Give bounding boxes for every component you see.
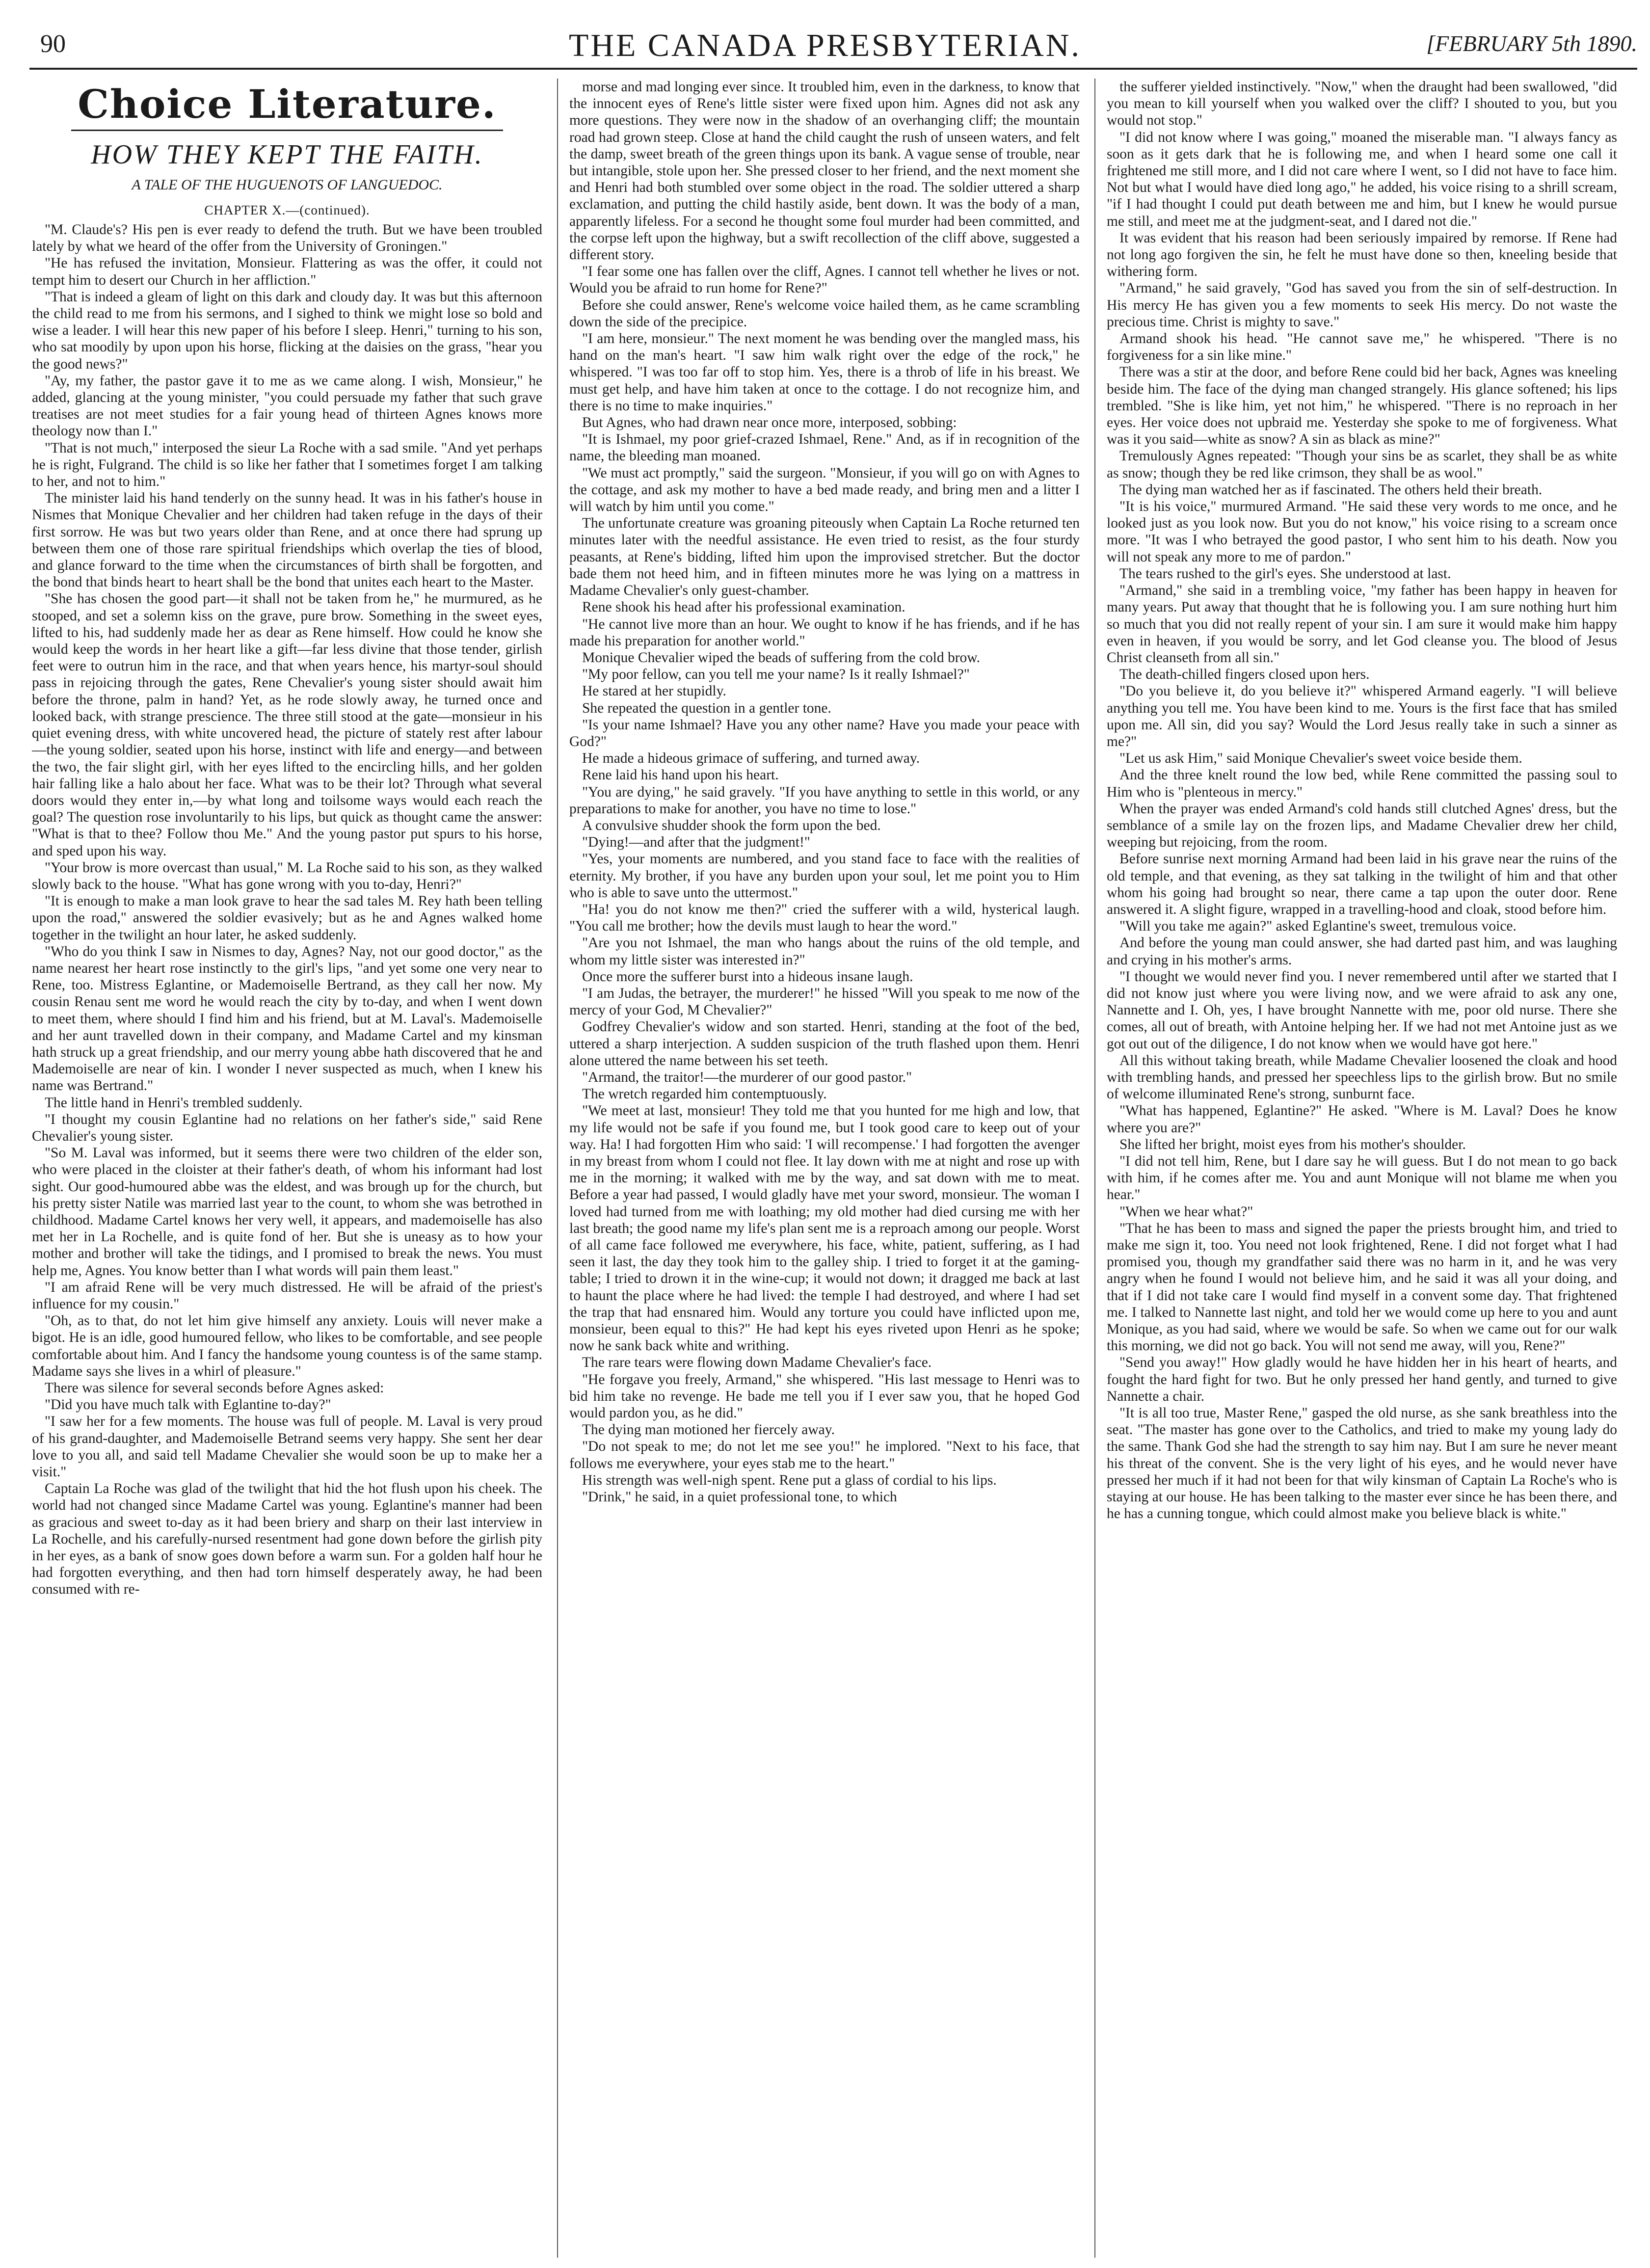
paragraph: "You are dying," he said gravely. "If you have anything to settle in this world, or any preparations to make for another, you have no time to lose." (569, 784, 1080, 817)
column-divider (1094, 79, 1095, 2258)
paragraph: "I did not know where I was going," moaned the miserable man. "I always fancy as soon as it gets dark that he is following me, and when I heard some one call it frightened me still more, and I did not care where I went, so I did not have to face him. Not but what I would have died long ago," he added, his voice rising to a shrill scream, "if I had thought I could put death between me and him, but I knew he would pursue me still, and meet me at the judgment-seat, and I dared not die." (1107, 129, 1617, 229)
paragraph: She repeated the question in a gentler tone. (582, 700, 831, 716)
paragraph: "Ay, my father, the pastor gave it to me as we came along. I wish, Monsieur," he added, glancing at the young minister, "you could persuade my father that such grave treatises are not meet studies for a fair young head of thirteen Agnes knows more theology now than I." (32, 373, 542, 439)
paragraph: The death-chilled fingers closed upon hers. (1119, 667, 1370, 683)
paragraph: "I saw her for a few moments. The house was full of people. M. Laval is very proud of his grand-daughter, and Mademoiselle Betrand seems very happy. She sent her dear love to you all, and said tell Madame Chevalier she would soon be up to make her a visit." (32, 1414, 542, 1480)
paragraph: It was evident that his reason had been seriously impaired by remorse. If Rene had not long ago forgiven the sin, he felt he must have done so then, kneeling beside that withering form. (1107, 230, 1617, 280)
masthead: THE CANADA PRESBYTERIAN. (569, 27, 1081, 63)
paragraph: "I fear some one has fallen over the cliff, Agnes. I cannot tell whether he lives or not. Would you be afraid to run home for Rene?" (569, 264, 1080, 296)
paragraph: Before she could answer, Rene's welcome voice hailed them, as he came scrambling down the side of the precipice. (569, 297, 1080, 330)
section-heading: Choice Literature. (78, 81, 497, 127)
paragraph: "Drink," he said, in a quiet professional tone, to which (582, 1489, 897, 1505)
paragraph: "Is your name Ishmael? Have you any other name? Have you made your peace with God?" (569, 717, 1080, 749)
header-rule (29, 68, 1637, 70)
page-header (0, 0, 1650, 74)
paragraph: He stared at her stupidly. (582, 683, 726, 699)
paragraph: "It is all too true, Master Rene," gasped the old nurse, as she sank breathless into the seat. "The master has gone over to the Catholics, and tried to make my young lady do the same. Thank God she had the strength to say him nay. But I am sure he never meant his threat of the convent. She is the very light of his eyes, and he would never have pressed her much if it had not been for that wily kinsman of Captain La Roche's who is staying at our house. He has been talking to the master ever since he has been there, and he has a cunning tongue, which could almost make you believe black is white." (1107, 1405, 1617, 1522)
paragraph: "Are you not Ishmael, the man who hangs about the ruins of the old temple, and whom my little sister was interested in?" (569, 935, 1080, 968)
paragraph: "We meet at last, monsieur! They told me that you hunted for me high and low, that my life would not be safe if you found me, but I took good care to keep out of your way. Ha! I had forgotten Him who said: 'I will recompense.' I had forgotten the avenger in my breast from whom I could not flee. It lay down with me at night and rose up with me in the morning; it walked with me by the way, and sat down with me to meat. Before a year had passed, I would gladly have met your sword, monsieur. The woman I loved had turned from me with loathing; my old mother had died cursing me with her last breath; the good name my life's plan sent me is a reproach among our people. Worst of all came face followed me everywhere, his face, white, patient, suffering, as I had seen it last, the day they took him to the galley ship. I tried to forget it at the gaming-table; I tried to drown it in the wine-cup; it would not down; it dragged me back at last to haunt the place where he had lived: the temple I had destroyed, and where I had set the trap that had ensnared him. Would any torture you could have inflicted upon me, monsieur, been equal to this?" He had kept his eyes riveted upon Henri as he spoke; now he sank back white and writhing. (569, 1103, 1080, 1354)
paragraph: "He has refused the invitation, Monsieur. Flattering as was the offer, it could not tempt him to desert our Church in her affliction." (32, 255, 542, 288)
paragraph: His strength was well-nigh spent. Rene put a glass of cordial to his lips. (582, 1472, 997, 1488)
paragraph: The dying man watched her as if fascinated. The others held their breath. (1119, 481, 1543, 498)
paragraph: "M. Claude's? His pen is ever ready to defend the truth. But we have been troubled lately by what we heard of the offer from the University of Groningen." (32, 222, 542, 255)
paragraph: The little hand in Henri's trembled suddenly. (45, 1094, 303, 1111)
paragraph: "I did not tell him, Rene, but I dare say he will guess. But I do not mean to go back with him, if he comes after me. You and aunt Monique will not blame me when you hear." (1107, 1153, 1617, 1203)
paragraph: "That he has been to mass and signed the paper the priests brought him, and tried to make me sign it, too. You need not look frightened, Rene. I did not forget what I had promised you, though my grandfather said there was no harm in it, and he was very angry when he found I would not believe him, and he said it was all your doing, and that if I did not take care I would find myself in a convent some day. That frightened me. I talked to Nannette last night, and told her we would come up here to you and aunt Monique, as you had said, where we would be safe. So when we came out for our walk this morning, we did not go back. You will not send me away, will you, Rene?" (1107, 1220, 1617, 1354)
paragraph: When the prayer was ended Armand's cold hands still clutched Agnes' dress, but the semblance of a smile lay on the frozen lips, and Madame Chevalier drew her child, weeping but rejoicing, from the room. (1107, 800, 1617, 851)
column-divider (557, 79, 558, 2258)
column-3-body (1107, 79, 1617, 1522)
paragraph: "Ha! you do not know me then?" cried the sufferer with a wild, hysterical laugh. "You call me brother; how the devils must laugh to hear the word." (569, 901, 1080, 934)
paragraph: The dying man motioned her fiercely away. (582, 1422, 835, 1438)
paragraph: "Armand," he said gravely, "God has saved you from the sin of self-destruction. In His mercy He has given you a few moments to seek His mercy. Do not waste the precious time. Christ is mighty to save." (1107, 280, 1617, 330)
paragraph: "So M. Laval was informed, but it seems there were two children of the elder son, who were placed in the cloister at their father's death, of whom his informant had lost sight. Our good-humoured abbe was the eldest, and was brough up for the church, but his pretty sister Natile was married last year to the count, to whom she was betrothed in childhood. Madame Cartel knows her very well, it appears, and mademoiselle has also met her in La Rochelle, and is quite fond of her. But she is uneasy as to how your mother and brother will take the tidings, and I promised to break the news. You must help me, Agnes. You know better than I what words will pain them least." (32, 1145, 542, 1279)
paragraph: "Armand," she said in a trembling voice, "my father has been happy in heaven for many years. Put away that thought that he is following you. I am sure nothing hurt him so much that you did not really repent of your sin. I am sure it would make him happy even in heaven, if you would be sorry, and let God cleanse you. The blood of Jesus Christ cleanseth from all sin." (1107, 583, 1617, 666)
paragraph: "I thought my cousin Eglantine had no relations on her father's side," said Rene Chevalier's young sister. (32, 1111, 542, 1144)
paragraph: "Who do you think I saw in Nismes to day, Agnes? Nay, not our good doctor," as the name nearest her heart rose instinctly to the girl's lips, "and yet some one very near to Rene, too. Mistress Eglantine, or Mademoiselle Bertrand, as they call her now. My cousin Renau sent me word he would reach the city by to-day, and when I went down to meet them, where should I find him and his friend, but at M. Laval's. Mademoiselle and her aunt travelled down in their company, and Madame Cartel and my kinsman hath struck up a great friendship, and our merry young abbe hath discovered that he and Mademoiselle are near of kin. I wonder I never suspected as much, when I knew his name was Bertrand." (32, 943, 542, 1094)
column-1-body (32, 221, 542, 1598)
paragraph: "I am Judas, the betrayer, the murderer!" he hissed "Will you speak to me now of the mercy of your God, M Chevalier?" (569, 985, 1080, 1018)
paragraph: "Do you believe it, do you believe it?" whispered Armand eagerly. "I will believe anything you tell me. You have been kind to me. Yours is the first face that has smiled upon me. All sin, did you say? Would the Lord Jesus really take in such a sinner as me?" (1107, 683, 1617, 749)
heading-rule (71, 130, 503, 131)
paragraph: Before sunrise next morning Armand had been laid in his grave near the ruins of the old temple, and that evening, as they sat talking in the twilight of him and that other whom his going had brought so near, there came a tap upon the outer door. Rene answered it. A slight figure, wrapped in a travelling-hood and cloak, stood before him. (1107, 851, 1617, 917)
paragraph: Monique Chevalier wiped the beads of suffering from the cold brow. (582, 649, 981, 666)
column-2 (569, 79, 1080, 2263)
paragraph: Once more the sufferer burst into a hideous insane laugh. (582, 968, 913, 985)
paragraph: The tears rushed to the girl's eyes. She understood at last. (1119, 565, 1451, 582)
paragraph: "He forgave you freely, Armand," she whispered. "His last message to Henri was to bid him take no revenge. He bade me tell you if I ever saw you, that he hoped God would pardon you, as he did." (569, 1371, 1080, 1421)
paragraph: "That is indeed a gleam of light on this dark and cloudy day. It was but this afternoon the child read to me from his sermons, and I sighed to think we might lose so bold and wise a leader. I will hear this new paper of his before I sleep. Henri," turning to his son, who sat moodily by upon upon his horse, flicking at the daisies on the grass, "hear you the good news?" (32, 289, 542, 372)
column-2-body (569, 79, 1080, 1505)
paragraph: The rare tears were flowing down Madame Chevalier's face. (582, 1355, 932, 1371)
paragraph: Armand shook his head. "He cannot save me," he whispered. "There is no forgiveness for a sin like mine." (1107, 331, 1617, 364)
paragraph: "He cannot live more than an hour. We ought to know if he has friends, and if he has made his preparation for another world." (569, 616, 1080, 649)
paragraph: "It is enough to make a man look grave to hear the sad tales M. Rey hath been telling upon the road," answered the soldier evasively; but as he and Agnes walked home together in the twilight an hour later, he asked suddenly. (32, 893, 542, 943)
paragraph: "She has chosen the good part—it shall not be taken from he," he murmured, as he stooped, and set a solemn kiss on the grave, pure brow. Something in the sweet eyes, lifted to his, had suddenly made her as dear as Rene himself. How could he know she would keep the words in her heart like a gift—far less divine that those tender, girlish feet were to outrun him in the race, and that when years hence, his martyr-soul should pass in rejoicing through the gates, Rene Chevalier's young sister should await him before the throne, palm in hand? Yet, as he rode slowly away, he turned once and looked back, with strange prescience. The three still stood at the gate—monsieur in his quiet evening dress, with white uncovered head, the picture of stately rest after labour—the young soldier, seated upon his horse, instinct with life and energy—and between the two, the fair slight girl, with her eyes lifted to the encircling hills, and her golden hair falling like a halo about her face. What was to be their lot? Through what several doors would they enter in,—by what long and toilsome ways would each reach the goal? The question rose involuntarily to his lips, but quick as thought came the answer: "What is that to thee? Follow thou Me." And the young pastor put spurs to his horse, and sped upon his way. (32, 591, 542, 859)
chapter-heading: CHAPTER X.—(continued). (204, 203, 370, 217)
paragraph: "Send you away!" How gladly would he have hidden her in his heart of hearts, and fought the hard fight for two. But he only pressed her hand gently, and turned to give Nannette a chair. (1107, 1355, 1617, 1404)
paragraph: "Let us ask Him," said Monique Chevalier's sweet voice beside them. (1119, 750, 1522, 767)
paragraph: Captain La Roche was glad of the twilight that hid the hot flush upon his cheek. The world had not changed since Madame Cartel was young. Eglantine's manner had been as gracious and sweet to-day as it had been briery and sharp on their last interview in La Rochelle, and his carefully-nursed resentment had gone down before the girlish pity in her eyes, as a bank of snow goes down before a warm sun. For a golden half hour he had forgotten everything, and then had torn himself desperately away, he had been consumed with re- (32, 1481, 542, 1598)
paragraph: The wretch regarded him contemptuously. (582, 1086, 827, 1102)
paragraph: "It is his voice," murmured Armand. "He said these very words to me once, and he looked just as you look now. But you do not know," his voice rising to a scream once more. "It was I who betrayed the good pastor, I who sent him to his death. Now you will not speak any more to me of pardon." (1107, 499, 1617, 565)
paragraph: She lifted her bright, moist eyes from his mother's shoulder. (1119, 1136, 1466, 1152)
paragraph: And the three knelt round the low bed, while Rene committed the passing soul to Him who is "plenteous in mercy." (1107, 767, 1617, 800)
paragraph: A convulsive shudder shook the form upon the bed. (582, 817, 881, 833)
paragraph: He made a hideous grimace of suffering, and turned away. (582, 750, 920, 767)
paragraph: "Armand, the traitor!—the murderer of our good pastor." (582, 1069, 912, 1085)
paragraph: "That is not much," interposed the sieur La Roche with a sad smile. "And yet perhaps he is right, Fulgrand. The child is so like her father that I sometimes forget I am talking to her, and not to him." (32, 440, 542, 490)
paragraph: Godfrey Chevalier's widow and son started. Henri, standing at the foot of the bed, uttered a sharp interjection. A sudden suspicion of the truth flashed upon them. Henri alone uttered the name between his set teeth. (569, 1019, 1080, 1068)
paragraph: But Agnes, who had drawn near once more, interposed, sobbing: (582, 415, 957, 431)
paragraph: "I am here, monsieur." The next moment he was bending over the mangled mass, his hand on the man's heart. "I saw him walk right over the edge of the rock," he whispered. "I was too far off to stop him. Yes, there is a throb of life in his breast. We must get help, and have him taken at once to the cottage. I do not recognize him, and there is no time to make inquiries." (569, 331, 1080, 414)
paragraph: Rene laid his hand upon his heart. (582, 767, 779, 783)
story-title: HOW THEY KEPT THE FAITH. (91, 139, 483, 170)
paragraph: "Did you have much talk with Eglantine to-day?" (45, 1397, 331, 1413)
paragraph: Rene shook his head after his professional examination. (582, 599, 905, 615)
paragraph: "Oh, as to that, do not let him give himself any anxiety. Louis will never make a bigot. He is an idle, good humoured fellow, who likes to be comfortable, and see people comfortable about him. And I fancy the handsome young countess is of the same stamp. Madame says she lives in a whirl of pleasure." (32, 1313, 542, 1379)
paragraph: "We must act promptly," said the surgeon. "Monsieur, if you will go on with Agnes to the cottage, and ask my mother to have a bed made ready, and bring men and a litter I will watch by him until you come." (569, 465, 1080, 515)
paragraph: "Will you take me again?" asked Eglantine's sweet, tremulous voice. (1119, 918, 1517, 934)
paragraph: "Yes, your moments are numbered, and you stand face to face with the realities of eternity. My brother, if you have any burden upon your soul, let me point you to Him who is able to save unto the uttermost." (569, 851, 1080, 901)
paragraph: the sufferer yielded instinctively. "Now," when the draught had been swallowed, "did you mean to kill yourself when you walked over the cliff? I shouted to you, but you would not stop." (1107, 79, 1617, 129)
column-3 (1107, 79, 1617, 2263)
paragraph: The unfortunate creature was groaning piteously when Captain La Roche returned ten minutes later with the needful assistance. He even tried to resist, as the four sturdy peasants, at Rene's bidding, lifted him upon the improvised stretcher. But the doctor bade them not heed him, and in fifteen minutes more he was lying on a mattress in Madame Chevalier's only guest-chamber. (569, 515, 1080, 599)
paragraph: "I am afraid Rene will be very much distressed. He will be afraid of the priest's influence for my cousin." (32, 1279, 542, 1312)
paragraph: morse and mad longing ever since. It troubled him, even in the darkness, to know that the innocent eyes of Rene's little sister were fixed upon him. Agnes did not ask any more questions. They were now in the shadow of an overhanging cliff; the mountain road had grown steep. Close at hand the child caught the rush of unseen waters, and felt the damp, sweet breath of the green things upon its bank. A vague sense of trouble, near but intangible, stole upon her. She pressed closer to her friend, and the next moment she and Henri had both stumbled over some object in the road. The soldier uttered a sharp exclamation, and putting the child hastily aside, bent down. It was the body of a man, apparently lifeless. For a second he thought some foul murder had been committed, and the corpse left upon the highway, but a swift recollection of the cliff above, suggested a different story. (569, 79, 1080, 263)
paragraph: And before the young man could answer, she had darted past him, and was laughing and crying in his mother's arms. (1107, 935, 1617, 968)
page-number: 90 (40, 30, 66, 58)
issue-date: [FEBRUARY 5th 1890. (1426, 31, 1637, 56)
paragraph: "It is Ishmael, my poor grief-crazed Ishmael, Rene." And, as if in recognition of the name, the bleeding man moaned. (569, 431, 1080, 464)
paragraph: "Your brow is more overcast than usual," M. La Roche said to his son, as they walked slowly back to the house. "What has gone wrong with you to-day, Henri?" (32, 859, 542, 892)
paragraph: There was a stir at the door, and before Rene could bid her back, Agnes was kneeling beside him. The face of the dying man changed strangely. His glance softened; his lips trembled. "She is like him, yet not him," he whispered. "There is no reproach in her eyes. Her voice does not upbraid me. Yesterday she spoke to me of forgiveness. What was it you said—white as snow? A sin as black as mine?" (1107, 364, 1617, 448)
column-1 (32, 79, 542, 2263)
paragraph: The minister laid his hand tenderly on the sunny head. It was in his father's house in Nismes that Monique Chevalier and her children had taken refuge in the days of their first sorrow. He was but two years older than Rene, and at once there had sprung up between them one of those rare spiritual friendships which overlap the ties of blood, and glance forward to the time when the circumstances of birth shall be forgotten, and the bond that binds heart to heart shall be the bond that unites each heart to the Master. (32, 490, 542, 590)
paragraph: All this without taking breath, while Madame Chevalier loosened the cloak and hood with trembling hands, and pressed her speechless lips to the girlish brow. But no smile of welcome illuminated Rene's strong, sunburnt face. (1107, 1052, 1617, 1102)
paragraph: There was silence for several seconds before Agnes asked: (45, 1380, 384, 1396)
paragraph: "Dying!—and after that the judgment!" (582, 834, 810, 851)
paragraph: "My poor fellow, can you tell me your name? Is it really Ishmael?" (582, 667, 970, 683)
paragraph: "What has happened, Eglantine?" He asked. "Where is M. Laval? Does he know where you are?" (1107, 1103, 1617, 1136)
paragraph: "I thought we would never find you. I never remembered until after we started that I did not know just where you were living now, and we were afraid to ask any one, Nannette and I. Oh, yes, I have brought Nannette with me, poor old nurse. There she comes, all out of breath, with Antoine helping her. If we had not met Antoine just as we got out out of the diligence, I do not know when we would have got here." (1107, 968, 1617, 1052)
story-subtitle: A TALE OF THE HUGUENOTS OF LANGUEDOC. (132, 177, 443, 193)
paragraph: Tremulously Agnes repeated: "Though your sins be as scarlet, they shall be as white as snow; though they be red like crimson, they shall be as wool." (1107, 448, 1617, 481)
paragraph: "When we hear what?" (1119, 1203, 1253, 1220)
paragraph: "Do not speak to me; do not let me see you!" he implored. "Next to his face, that follows me everywhere, your eyes stab me to the heart." (569, 1439, 1080, 1471)
